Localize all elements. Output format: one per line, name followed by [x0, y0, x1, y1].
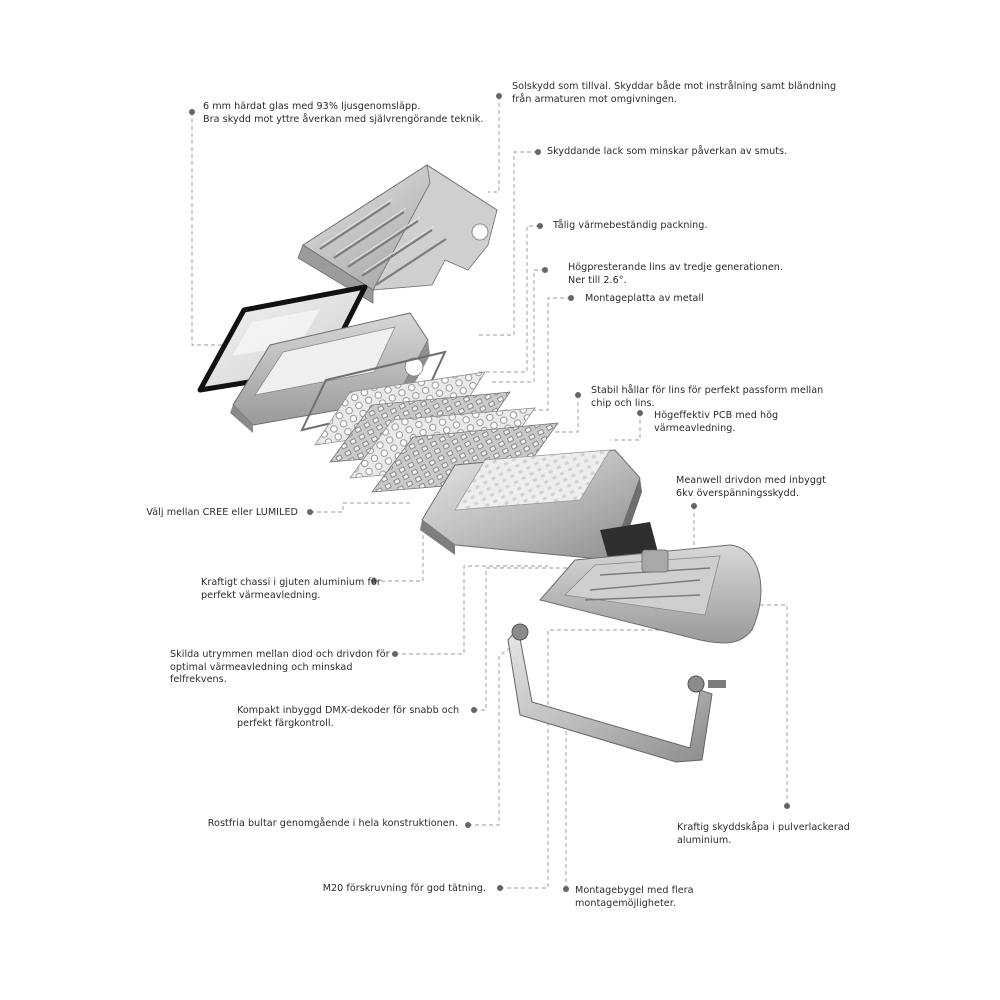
- callout-driver: Meanwell drivdon med inbyggt 6kv överspänningsskydd.: [676, 475, 826, 499]
- dot-lens-holder: [575, 392, 581, 398]
- leader-housing: [760, 605, 787, 806]
- dot-m20: [497, 885, 503, 891]
- callout-gasket: Tålig värmebeständig packning.: [553, 220, 708, 231]
- leader-sun-shield: [488, 96, 499, 192]
- dot-sun-shield: [496, 93, 502, 99]
- dot-housing: [784, 803, 790, 809]
- mounting-bracket-part: [508, 624, 726, 762]
- callout-mounting-plate: Montageplatta av metall: [585, 293, 704, 304]
- dot-bracket: [563, 886, 569, 892]
- leader-glass: [192, 112, 222, 345]
- leader-pcb: [610, 413, 640, 440]
- leader-led-choice: [310, 503, 412, 512]
- dot-lacquer: [535, 149, 541, 155]
- callout-housing: Kraftig skyddskåpa i pulverlackerad aluminium.: [677, 822, 850, 846]
- leader-driver: [660, 506, 694, 553]
- callout-glass: 6 mm härdat glas med 93% ljusgenomsläpp. Bra skydd mot yttre åverkan med självrengörande teknik.: [203, 101, 484, 125]
- dot-gasket: [537, 223, 543, 229]
- dot-pcb: [637, 410, 643, 416]
- sun-shield-part: [298, 165, 497, 303]
- leader-lens: [490, 270, 545, 382]
- dot-led-choice: [307, 509, 313, 515]
- leader-separate-space: [395, 566, 548, 654]
- callout-separate-space: Skilda utrymmen mellan diod och drivdon för optimal värmeavledning och minskad felfrekvens.: [170, 649, 390, 685]
- dot-glass: [189, 109, 195, 115]
- callout-sun-shield: Solskydd som tillval. Skyddar både mot instrålning samt bländning från armaturen mot omgivningen.: [512, 81, 837, 105]
- callout-bracket: Montagebygel med flera montagemöjligheter.: [575, 885, 694, 909]
- callout-lens: Högpresterande lins av tredje generationen. Ner till 2.6°.: [568, 262, 784, 286]
- leader-mounting-plate: [505, 298, 571, 410]
- callout-lens-holder: Stabil hållar för lins för perfekt passform mellan chip och lins.: [591, 385, 824, 409]
- rear-housing-part: [540, 545, 761, 643]
- dot-dmx: [471, 707, 477, 713]
- leader-gasket: [478, 226, 540, 372]
- dot-driver: [691, 503, 697, 509]
- callout-chassis: Kraftigt chassi i gjuten aluminium för perfekt värmeavledning.: [201, 577, 381, 601]
- callout-m20: M20 förskruvning för god tätning.: [322, 883, 486, 894]
- dot-lens: [542, 267, 548, 273]
- callout-lacquer: Skyddande lack som minskar påverkan av smuts.: [547, 146, 788, 157]
- callout-bolts: Rostfria bultar genomgående i hela konstruktionen.: [207, 818, 458, 829]
- callout-pcb: Högeffektiv PCB med hög värmeavledning.: [654, 410, 779, 434]
- dot-bolts: [465, 822, 471, 828]
- dot-separate-space: [392, 651, 398, 657]
- callout-dmx: Kompakt inbyggd DMX-dekoder för snabb och perfekt färgkontroll.: [237, 705, 460, 729]
- callout-led-choice: Välj mellan CREE eller LUMILED: [146, 507, 298, 518]
- leader-chassis: [374, 533, 423, 581]
- chassis-part: [420, 450, 660, 572]
- dot-mounting-plate: [568, 295, 574, 301]
